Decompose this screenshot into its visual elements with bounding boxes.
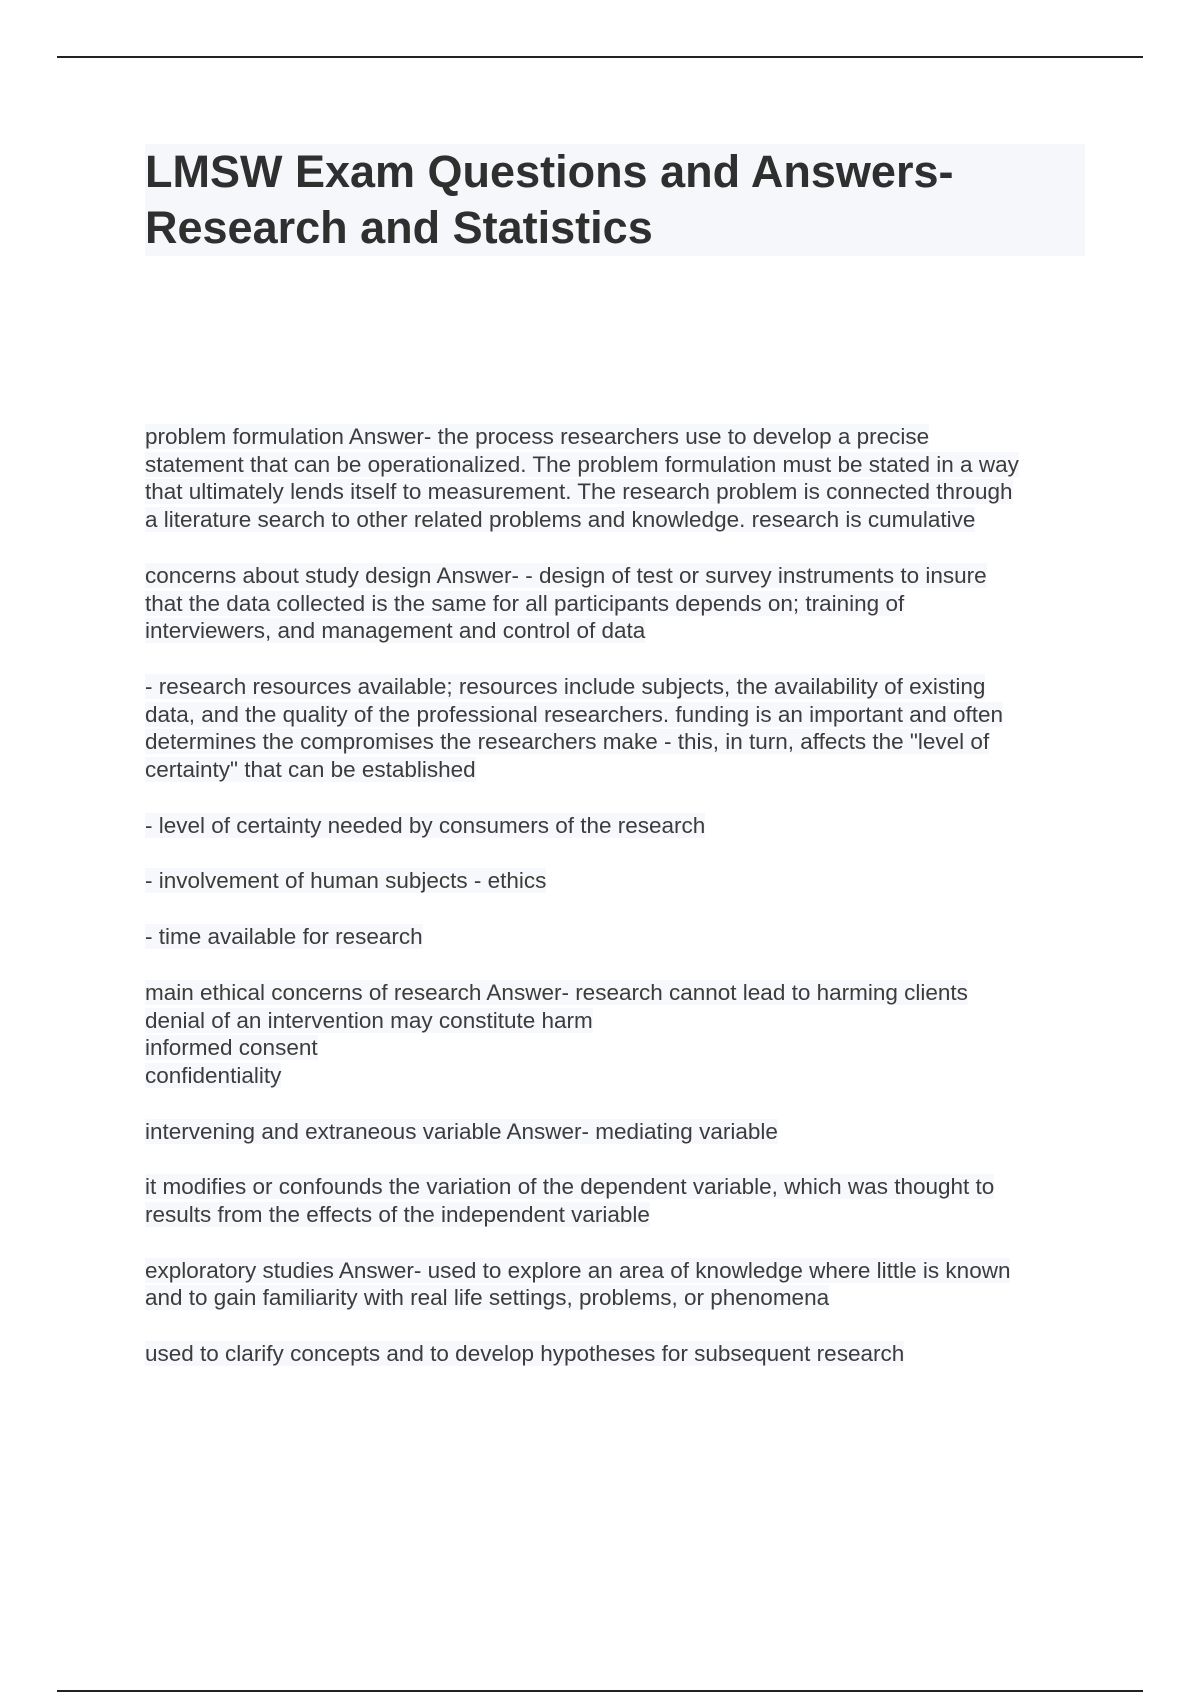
paragraph-line-text: - level of certainty needed by consumers of the research: [145, 812, 706, 838]
paragraph-line-text: and to gain familiarity with real life settings, problems, or phenomena: [145, 1285, 830, 1311]
paragraph-line: [145, 923, 1095, 951]
paragraph-line: [145, 756, 1095, 784]
top-rule: [57, 56, 1143, 58]
paragraph-line-text: intervening and extraneous variable Answer- mediating variable: [145, 1118, 778, 1144]
paragraph-line-text: concerns about study design Answer- - design of test or survey instruments to insure: [145, 562, 987, 588]
qa-paragraph: [145, 1173, 1095, 1228]
paragraph-line-text: determines the compromises the researchers make - this, in turn, affects the "level of: [145, 729, 990, 755]
paragraph-line-text: denial of an intervention may constitute harm: [145, 1007, 593, 1033]
paragraph-line-text: it modifies or confounds the variation of the dependent variable, which was thought to: [145, 1174, 995, 1200]
qa-paragraph: [145, 979, 1095, 1090]
paragraph-line: [145, 1340, 1095, 1368]
paragraph-line: [145, 506, 1095, 534]
paragraph-line-text: - research resources available; resources include subjects, the availability of existing: [145, 673, 986, 699]
paragraph-line: [145, 1173, 1095, 1201]
paragraph-line-text: certainty" that can be established: [145, 757, 476, 783]
paragraph-line: [145, 478, 1095, 506]
title-line-2: Research and Statistics: [145, 202, 653, 253]
paragraph-line: [145, 451, 1095, 479]
qa-paragraph: [145, 1257, 1095, 1312]
paragraph-line-text: main ethical concerns of research Answer- research cannot lead to harming clients: [145, 979, 968, 1005]
paragraph-line: [145, 1201, 1095, 1229]
paragraph-line: [145, 867, 1095, 895]
paragraph-line-text: that the data collected is the same for all participants depends on; training of: [145, 590, 905, 616]
qa-paragraph: [145, 1340, 1095, 1368]
paragraph-line: [145, 1284, 1095, 1312]
qa-paragraph: [145, 423, 1095, 534]
paragraph-line-text: informed consent: [145, 1035, 318, 1061]
title-line-1: LMSW Exam Questions and Answers-: [145, 146, 954, 197]
title-block: [145, 144, 1085, 256]
qa-paragraph: [145, 867, 1095, 895]
paragraph-line: [145, 1007, 1095, 1035]
paragraph-line-text: problem formulation Answer- the process researchers use to develop a precise: [145, 424, 930, 449]
paragraph-line: [145, 701, 1095, 729]
paragraph-line: [145, 673, 1095, 701]
paragraph-line: [145, 1118, 1095, 1146]
paragraph-line-text: that ultimately lends itself to measurement. The research problem is connected through: [145, 479, 1013, 505]
paragraph-line-text: statement that can be operationalized. The problem formulation must be stated in a way: [145, 451, 1019, 477]
paragraph-line-text: interviewers, and management and control of data: [145, 618, 646, 644]
paragraph-line-text: data, and the quality of the professional researchers. funding is an important and often: [145, 701, 1004, 727]
paragraph-line: [145, 423, 1095, 451]
paragraph-line-text: a literature search to other related problems and knowledge. research is cumulative: [145, 507, 976, 533]
paragraph-line: [145, 728, 1095, 756]
paragraph-line: [145, 1034, 1095, 1062]
paragraph-line: [145, 590, 1095, 618]
qa-paragraph: [145, 812, 1095, 840]
qa-paragraph: [145, 562, 1095, 645]
paragraph-line-text: results from the effects of the independent variable: [145, 1202, 650, 1228]
qa-paragraph: [145, 673, 1095, 784]
paragraph-line: [145, 617, 1095, 645]
qa-paragraph: [145, 923, 1095, 951]
paragraph-line: [145, 1062, 1095, 1090]
paragraph-line-text: exploratory studies Answer- used to explore an area of knowledge where little is known: [145, 1257, 1011, 1283]
bottom-rule: [57, 1690, 1143, 1692]
paragraph-line-text: - involvement of human subjects - ethics: [145, 868, 547, 894]
paragraph-line-text: confidentiality: [145, 1062, 282, 1088]
qa-paragraph: [145, 1118, 1095, 1146]
document-title: [145, 144, 1085, 256]
paragraph-line: [145, 979, 1095, 1007]
paragraph-line: [145, 1257, 1095, 1285]
paragraph-line-text: - time available for research: [145, 924, 423, 950]
paragraph-line: [145, 562, 1095, 590]
document-body: [145, 423, 1095, 1396]
paragraph-line-text: used to clarify concepts and to develop hypotheses for subsequent research: [145, 1341, 905, 1367]
paragraph-line: [145, 812, 1095, 840]
